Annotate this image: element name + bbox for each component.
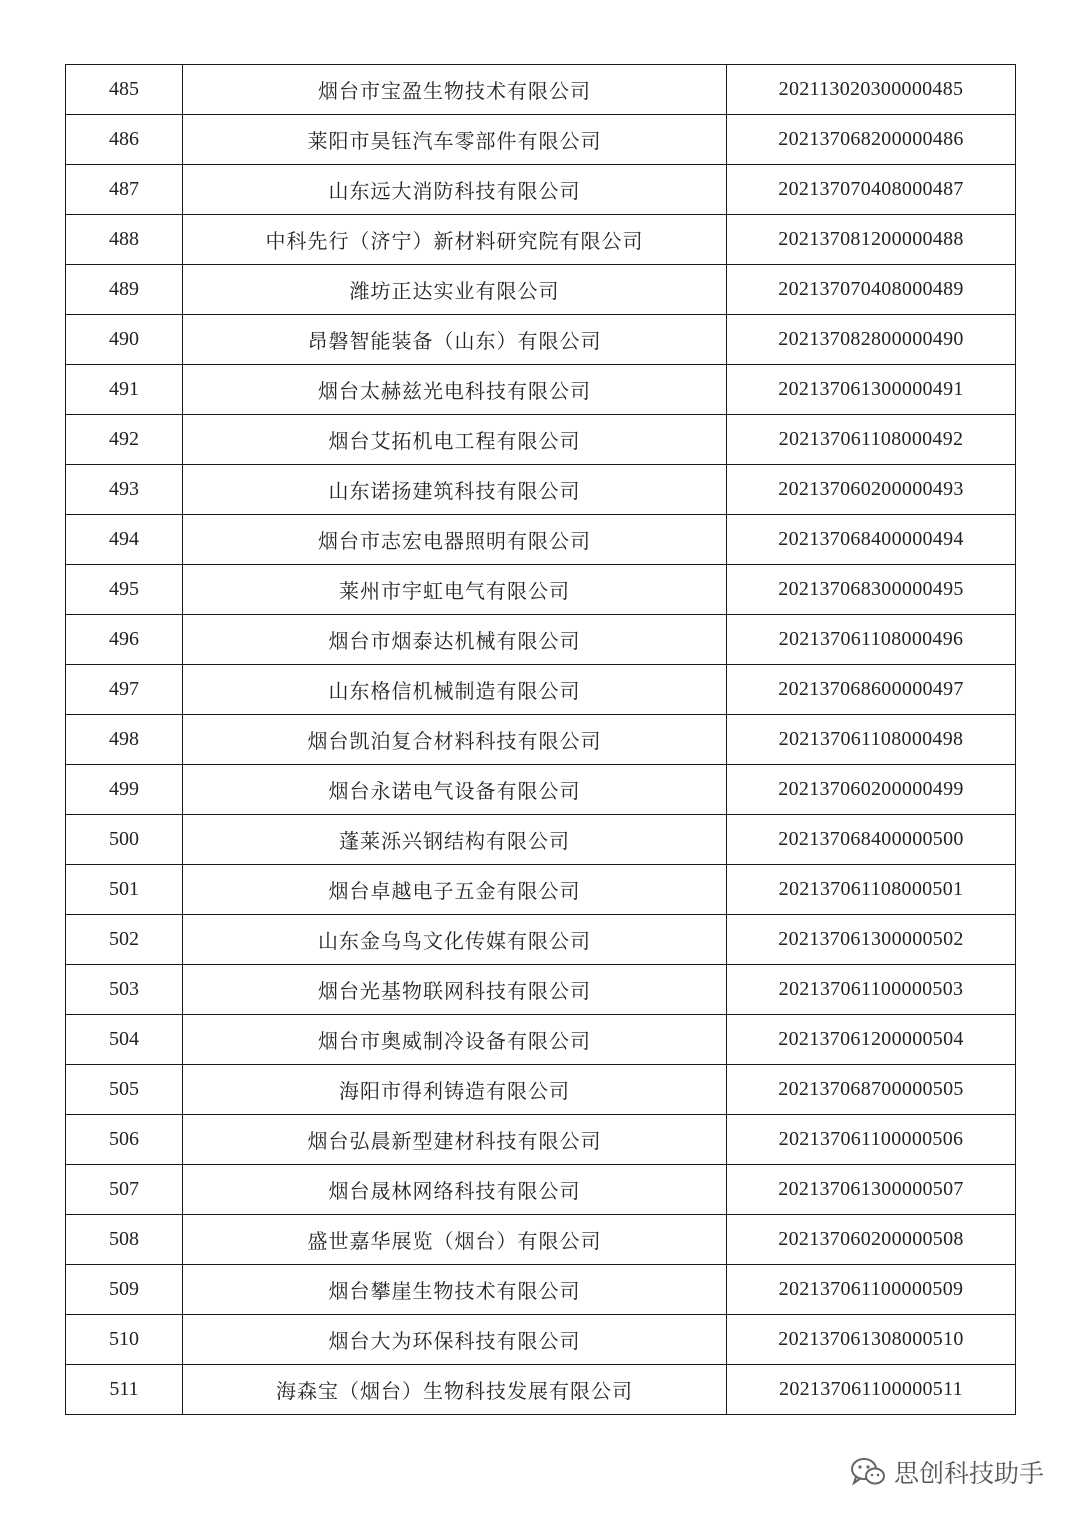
table-row bbox=[66, 265, 1016, 315]
row-number-cell: 508 bbox=[66, 1215, 183, 1265]
table-row bbox=[66, 915, 1016, 965]
company-name-cell: 山东远大消防科技有限公司 bbox=[183, 165, 727, 215]
row-number-cell: 502 bbox=[66, 915, 183, 965]
row-number-cell: 486 bbox=[66, 115, 183, 165]
watermark-text: 思创科技助手 bbox=[893, 1459, 1044, 1488]
registration-code-cell: 202137060200000493 bbox=[727, 465, 1016, 515]
registration-code-cell: 202137070408000487 bbox=[727, 165, 1016, 215]
company-name-cell: 山东格信机械制造有限公司 bbox=[183, 665, 727, 715]
registration-code-cell: 202137060200000508 bbox=[727, 1215, 1016, 1265]
row-number-cell: 493 bbox=[66, 465, 183, 515]
row-number-cell: 494 bbox=[66, 515, 183, 565]
row-number-cell: 499 bbox=[66, 765, 183, 815]
company-name-cell: 烟台攀崖生物技术有限公司 bbox=[183, 1265, 727, 1315]
row-number-cell: 503 bbox=[66, 965, 183, 1015]
company-name-cell: 烟台市烟泰达机械有限公司 bbox=[183, 615, 727, 665]
row-number-cell: 491 bbox=[66, 365, 183, 415]
registration-code-cell: 202137061108000492 bbox=[727, 415, 1016, 465]
company-name-cell: 烟台晟林网络科技有限公司 bbox=[183, 1165, 727, 1215]
table-row bbox=[66, 615, 1016, 665]
table-row bbox=[66, 1215, 1016, 1265]
table-row bbox=[66, 865, 1016, 915]
row-number-cell: 501 bbox=[66, 865, 183, 915]
company-name-cell: 烟台市奥威制冷设备有限公司 bbox=[183, 1015, 727, 1065]
wechat-icon bbox=[850, 1457, 886, 1487]
table-row bbox=[66, 415, 1016, 465]
table-row bbox=[66, 665, 1016, 715]
table-row bbox=[66, 115, 1016, 165]
table-row bbox=[66, 1315, 1016, 1365]
registration-code-cell: 202137068600000497 bbox=[727, 665, 1016, 715]
table-row bbox=[66, 565, 1016, 615]
row-number-cell: 492 bbox=[66, 415, 183, 465]
registration-code-cell: 202137068400000494 bbox=[727, 515, 1016, 565]
registration-code-cell: 202137061300000491 bbox=[727, 365, 1016, 415]
row-number-cell: 500 bbox=[66, 815, 183, 865]
company-name-cell: 莱州市宇虹电气有限公司 bbox=[183, 565, 727, 615]
row-number-cell: 509 bbox=[66, 1265, 183, 1315]
registration-code-cell: 202137081200000488 bbox=[727, 215, 1016, 265]
table-row bbox=[66, 515, 1016, 565]
registration-code-cell: 202137070408000489 bbox=[727, 265, 1016, 315]
row-number-cell: 487 bbox=[66, 165, 183, 215]
row-number-cell: 495 bbox=[66, 565, 183, 615]
row-number-cell: 511 bbox=[66, 1365, 183, 1415]
registration-code-cell: 202137068200000486 bbox=[727, 115, 1016, 165]
registration-code-cell: 202137061100000511 bbox=[727, 1365, 1016, 1415]
registration-code-cell: 202137061100000509 bbox=[727, 1265, 1016, 1315]
watermark bbox=[850, 1454, 1044, 1490]
company-name-cell: 烟台凯泊复合材料科技有限公司 bbox=[183, 715, 727, 765]
registration-code-cell: 202137061300000507 bbox=[727, 1165, 1016, 1215]
table-row bbox=[66, 1115, 1016, 1165]
table-row bbox=[66, 365, 1016, 415]
row-number-cell: 510 bbox=[66, 1315, 183, 1365]
table-row bbox=[66, 165, 1016, 215]
row-number-cell: 505 bbox=[66, 1065, 183, 1115]
table-row bbox=[66, 1015, 1016, 1065]
registration-code-cell: 202137060200000499 bbox=[727, 765, 1016, 815]
registration-code-cell: 202137061100000506 bbox=[727, 1115, 1016, 1165]
registration-code-cell: 202137068300000495 bbox=[727, 565, 1016, 615]
table-row bbox=[66, 1165, 1016, 1215]
table-row bbox=[66, 315, 1016, 365]
row-number-cell: 496 bbox=[66, 615, 183, 665]
registration-code-cell: 2021130203000004​85 bbox=[727, 65, 1016, 115]
enterprise-list-table bbox=[65, 64, 1016, 1415]
row-number-cell: 504 bbox=[66, 1015, 183, 1065]
table-row bbox=[66, 765, 1016, 815]
row-number-cell: 490 bbox=[66, 315, 183, 365]
table-row bbox=[66, 815, 1016, 865]
registration-code-cell: 202137061200000504 bbox=[727, 1015, 1016, 1065]
company-name-cell: 烟台永诺电气设备有限公司 bbox=[183, 765, 727, 815]
company-name-cell: 潍坊正达实业有限公司 bbox=[183, 265, 727, 315]
registration-code-cell: 202137061100000503 bbox=[727, 965, 1016, 1015]
row-number-cell: 488 bbox=[66, 215, 183, 265]
table-row bbox=[66, 1265, 1016, 1315]
registration-code-cell: 202137068700000505 bbox=[727, 1065, 1016, 1115]
table-row bbox=[66, 1065, 1016, 1115]
table-row bbox=[66, 965, 1016, 1015]
table-row bbox=[66, 65, 1016, 115]
table-row bbox=[66, 1365, 1016, 1415]
company-name-cell: 莱阳市昊钰汽车零部件有限公司 bbox=[183, 115, 727, 165]
row-number-cell: 507 bbox=[66, 1165, 183, 1215]
row-number-cell: 485 bbox=[66, 65, 183, 115]
registration-code-cell: 202137061108000501 bbox=[727, 865, 1016, 915]
company-name-cell: 山东金乌鸟文化传媒有限公司 bbox=[183, 915, 727, 965]
company-name-cell: 蓬莱泺兴钢结构有限公司 bbox=[183, 815, 727, 865]
company-name-cell: 山东诺扬建筑科技有限公司 bbox=[183, 465, 727, 515]
company-name-cell: 烟台艾拓机电工程有限公司 bbox=[183, 415, 727, 465]
table-body bbox=[66, 65, 1016, 1415]
company-name-cell: 中科先行（济宁）新材料研究院有限公司 bbox=[183, 215, 727, 265]
company-name-cell: 烟台市志宏电器照明有限公司 bbox=[183, 515, 727, 565]
row-number-cell: 506 bbox=[66, 1115, 183, 1165]
registration-code-cell: 202137061300000502 bbox=[727, 915, 1016, 965]
company-name-cell: 海森宝（烟台）生物科技发展有限公司 bbox=[183, 1365, 727, 1415]
registration-code-cell: 202137061108000498 bbox=[727, 715, 1016, 765]
company-name-cell: 海阳市得利铸造有限公司 bbox=[183, 1065, 727, 1115]
table-row bbox=[66, 715, 1016, 765]
company-name-cell: 烟台太赫兹光电科技有限公司 bbox=[183, 365, 727, 415]
company-name-cell: 盛世嘉华展览（烟台）有限公司 bbox=[183, 1215, 727, 1265]
registration-code-cell: 202137061308000510 bbox=[727, 1315, 1016, 1365]
company-name-cell: 烟台卓越电子五金有限公司 bbox=[183, 865, 727, 915]
company-name-cell: 烟台大为环保科技有限公司 bbox=[183, 1315, 727, 1365]
registration-code-cell: 202137068400000500 bbox=[727, 815, 1016, 865]
company-name-cell: 烟台光基物联网科技有限公司 bbox=[183, 965, 727, 1015]
table-row bbox=[66, 215, 1016, 265]
company-name-cell: 烟台市宝盈生物技术有限公司 bbox=[183, 65, 727, 115]
company-name-cell: 烟台弘晨新型建材科技有限公司 bbox=[183, 1115, 727, 1165]
row-number-cell: 489 bbox=[66, 265, 183, 315]
row-number-cell: 497 bbox=[66, 665, 183, 715]
row-number-cell: 498 bbox=[66, 715, 183, 765]
registration-code-cell: 202137061108000496 bbox=[727, 615, 1016, 665]
company-name-cell: 昂磐智能装备（山东）有限公司 bbox=[183, 315, 727, 365]
table-row bbox=[66, 465, 1016, 515]
registration-code-cell: 202137082800000490 bbox=[727, 315, 1016, 365]
